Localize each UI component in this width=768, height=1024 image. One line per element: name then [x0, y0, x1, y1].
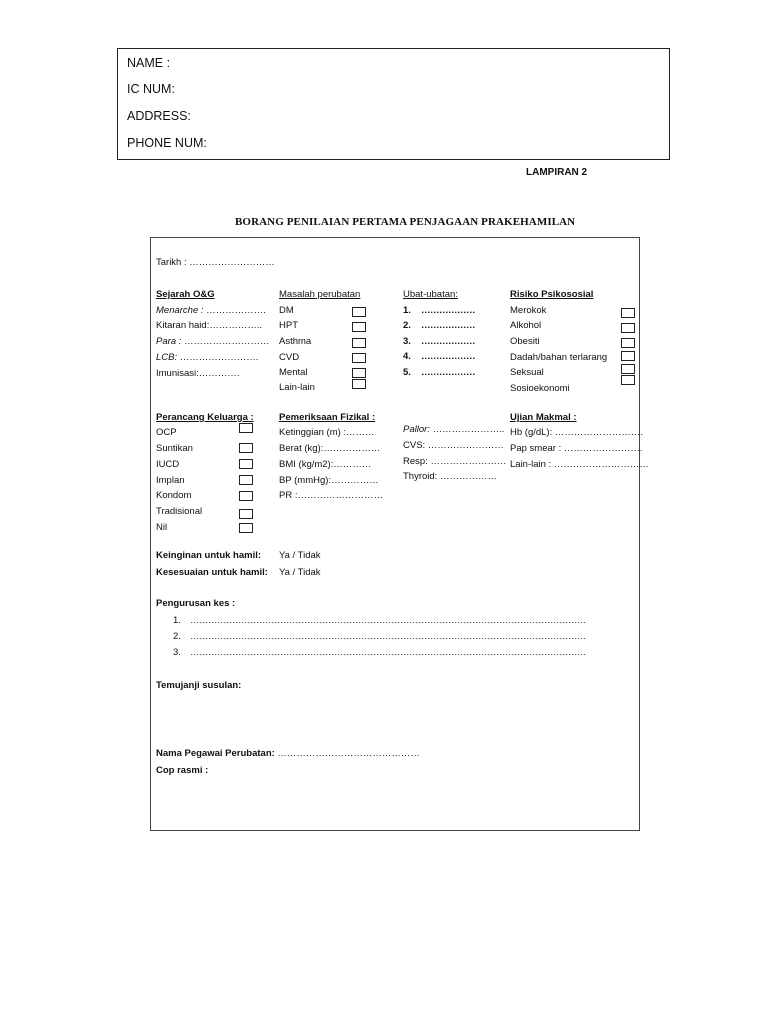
sosioekonomi-checkbox[interactable] [621, 375, 635, 385]
keluarga-item: Kondom [156, 490, 192, 501]
assessment-form [150, 237, 649, 831]
pengurusan-heading: Pengurusan kes : [156, 598, 236, 609]
fizikal-item: BMI (kg/m2):………… [279, 459, 372, 470]
pallor-label: Pallor: [403, 424, 430, 435]
masalah-item: DM [279, 305, 294, 316]
para-label: Para : [156, 336, 182, 347]
ubat-line: ……………… [421, 320, 475, 331]
iucd-checkbox[interactable] [239, 459, 253, 469]
ubat-line: ……………… [421, 336, 475, 347]
masalah-heading: Masalah perubatan [279, 289, 361, 300]
thyroid-field: Thyroid: ……………… [403, 471, 497, 482]
cvd-checkbox[interactable] [352, 353, 366, 363]
pengurusan-line: …………………………………………………………………………………………………………………… [190, 647, 586, 658]
dm-checkbox[interactable] [352, 307, 366, 317]
fizikal-item: Berat (kg):……………… [279, 443, 381, 454]
kondom-checkbox[interactable] [239, 491, 253, 501]
pengurusan-number: 2. [173, 631, 181, 642]
keinginan-value: Ya / Tidak [279, 550, 321, 561]
ocp-checkbox[interactable] [239, 423, 253, 433]
pengurusan-number: 3. [173, 647, 181, 658]
masalah-item: CVD [279, 352, 300, 363]
makmal-heading: Ujian Makmal : [510, 412, 577, 423]
kesesuaian-label: Kesesuaian untuk hamil: [156, 567, 268, 578]
risiko-item: Alkohol [510, 320, 542, 331]
lcb-label: LCB: [156, 352, 178, 363]
ubat-number: 1. [403, 305, 411, 316]
ubat-heading: Ubat-ubatan: [403, 289, 458, 300]
ubat-number: 3. [403, 336, 411, 347]
kitaran-field: Kitaran haid:…………….. [156, 320, 263, 331]
kesesuaian-value: Ya / Tidak [279, 567, 321, 578]
pegawai-label: Nama Pegawai Perubatan: [156, 748, 275, 759]
lampiran-label: LAMPIRAN 2 [526, 167, 588, 178]
menarche-field [156, 305, 266, 316]
lcb-dots: ……………………. [177, 352, 259, 363]
ubat-line: ……………… [421, 305, 475, 316]
dadah-checkbox[interactable] [621, 351, 635, 361]
keluarga-item: Nil [156, 522, 168, 533]
phone-label: PHONE NUM: [127, 136, 207, 150]
ubat-number: 5. [403, 367, 411, 378]
makmal-item: Hb (g/dL): ………………………. [510, 427, 644, 438]
fizikal-heading: Pemeriksaan Fizikal : [279, 412, 376, 423]
masalah-item: Mental [279, 367, 308, 378]
keluarga-item: Implan [156, 475, 185, 486]
cvs-field: CVS: …………………… [403, 440, 504, 451]
lcb-field [156, 352, 258, 363]
para-dots: ……………………… [181, 336, 270, 347]
merokok-checkbox[interactable] [621, 308, 635, 318]
masalah-item: Lain-lain [279, 382, 315, 393]
pallor-dots: ………………….. [429, 424, 505, 435]
keluarga-item: Suntikan [156, 443, 193, 454]
name-label: NAME : [127, 56, 171, 70]
obesiti-checkbox[interactable] [621, 338, 635, 348]
makmal-item: Pap smear : ……………………. [510, 443, 643, 454]
keluarga-heading: Perancang Keluarga : [156, 412, 254, 423]
pegawai-dots: ……………………………………… [274, 748, 420, 759]
fizikal-item: Ketinggian (m) :……… [279, 427, 375, 438]
menarche-dots: ………………. [203, 305, 266, 316]
seksual-checkbox[interactable] [621, 364, 635, 374]
pegawai-field [156, 748, 420, 759]
fizikal-item: BP (mmHg):…………… [279, 475, 379, 486]
keinginan-label: Keinginan untuk hamil: [156, 550, 262, 561]
masalah-item: Asthma [279, 336, 312, 347]
ubat-line: ……………… [421, 367, 475, 378]
tradisional-checkbox[interactable] [239, 509, 253, 519]
address-label: ADDRESS: [127, 109, 191, 123]
implan-checkbox[interactable] [239, 475, 253, 485]
fizikal-item: PR :……………………… [279, 490, 383, 501]
risiko-item: Seksual [510, 367, 544, 378]
tarikh-field: Tarikh : ……………………… [156, 257, 275, 268]
pengurusan-number: 1. [173, 615, 181, 626]
sejarah-heading: Sejarah O&G [156, 289, 215, 300]
risiko-item: Dadah/bahan terlarang [510, 352, 608, 363]
suntikan-checkbox[interactable] [239, 443, 253, 453]
ubat-number: 2. [403, 320, 411, 331]
keluarga-item: IUCD [156, 459, 180, 470]
masalah-item: HPT [279, 320, 298, 331]
pallor-field [403, 424, 504, 435]
cop-rasmi-label: Cop rasmi : [156, 765, 209, 776]
pengurusan-line: …………………………………………………………………………………………………………………… [190, 631, 586, 642]
menarche-label: Menarche : [156, 305, 204, 316]
keluarga-item: OCP [156, 427, 177, 438]
risiko-heading: Risiko Psikososial [510, 289, 594, 300]
lain-lain-checkbox[interactable] [352, 379, 366, 389]
patient-info-box [117, 48, 670, 160]
imunisasi-field: Imunisasi:…………. [156, 368, 240, 379]
risiko-item: Merokok [510, 305, 547, 316]
temujanji-label: Temujanji susulan: [156, 680, 242, 691]
risiko-item: Obesiti [510, 336, 540, 347]
nil-checkbox[interactable] [239, 523, 253, 533]
para-field [156, 336, 270, 347]
keluarga-item: Tradisional [156, 506, 203, 517]
ubat-line: ……………… [421, 351, 475, 362]
ubat-number: 4. [403, 351, 411, 362]
form-title: BORANG PENILAIAN PERTAMA PENJAGAAN PRAKEHAMILAN [235, 216, 576, 228]
ic-num-label: IC NUM: [127, 82, 175, 96]
makmal-item: Lain-lain : ………………………… [510, 459, 649, 470]
asthma-checkbox[interactable] [352, 338, 366, 348]
alkohol-checkbox[interactable] [621, 323, 635, 333]
resp-field: Resp: …………………… [403, 456, 507, 467]
risiko-item: Sosioekonomi [510, 383, 570, 394]
mental-checkbox[interactable] [352, 368, 366, 378]
pengurusan-line: …………………………………………………………………………………………………………………… [190, 615, 586, 626]
hpt-checkbox[interactable] [352, 322, 366, 332]
